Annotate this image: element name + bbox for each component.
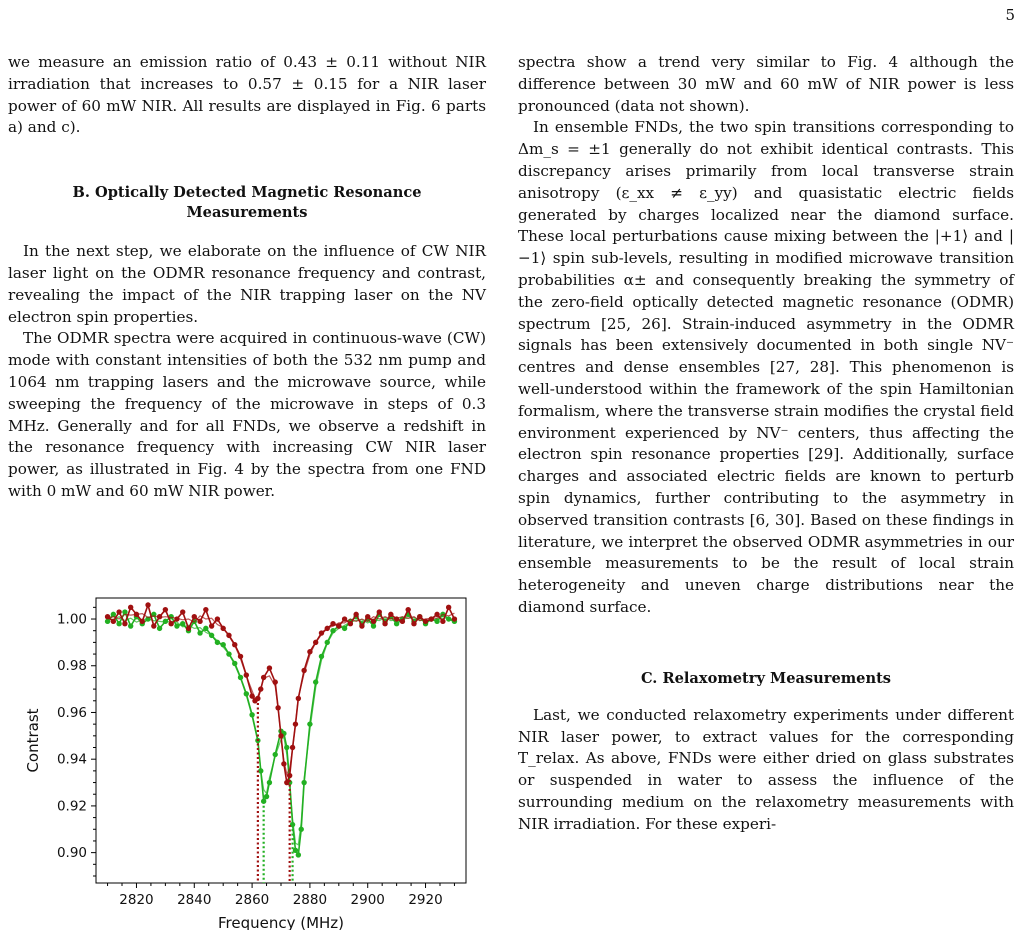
data-point — [275, 705, 280, 710]
data-point — [203, 626, 208, 631]
data-point — [411, 621, 416, 626]
paragraph: In ensemble FNDs, the two spin transitions corresponding to Δm_s = ±1 generally do not exhibit identical contrasts. This discrepancy arises primarily from local transverse strain anisotropy (ε_xx ≠ ε_yy) and quasistatic electric fields generated by charges localized near the diamond surface. These local perturbations cause mixing between the |+1⟩ and |−1⟩ spin sub-levels, resulting in modified microwave transition probabilities α± and consequently breaking the symmetry of the zero-field optically detected magnetic resonance (ODMR) spectrum [25, 26]. Strain-induced asymmetry in the ODMR signals has been extensively documented in both single NV⁻ centres and dense ensembles [27, 28]. This phenomenon is well-understood within the framework of the spin Hamiltonian formalism, where the transverse strain modifies the crystal field environment experienced by NV⁻ centers, thus affecting the electron spin resonance properties [29]. Additionally, surface charges and associated electric fields are known to perturb spin dynamics, further contributing to the asymmetry in observed transition contrasts [6, 30]. Based on these findings in literature, we interpret the observed ODMR asymmetries in our ensemble measurements to be the result of local strain heterogeneity and uneven charge distributions near the diamond surface. — [518, 118, 1014, 616]
data-point — [330, 621, 335, 626]
paragraph: Last, we conducted relaxometry experiments under different NIR laser power, to extract values for the corresponding T_relax. As above, FNDs were either dried on glass substrates or suspended in water to assess the influence of the surrounding medium on the relaxometry measurements with NIR irradiation. For these experi- — [518, 705, 1014, 833]
page-number: 5 — [1005, 6, 1015, 24]
data-point — [186, 626, 191, 631]
data-point — [342, 626, 347, 631]
data-point — [281, 761, 286, 766]
data-point — [105, 614, 110, 619]
data-point — [151, 623, 156, 628]
data-point — [382, 621, 387, 626]
data-point — [215, 640, 220, 645]
paragraph: The ODMR spectra were acquired in continuous-wave (CW) mode with constant intensities of both the 532 nm pump and 1064 nm trapping lasers and the microwave source, while sweeping the frequency of the microwave in steps of 0.3 MHz. Generally and for all FNDs, we observe a redshift in the resonance frequency with increasing CW NIR laser power, as illustrated in Fig. 4 by the spectra from one FND with 0 mW and 60 mW NIR power. — [8, 329, 486, 500]
data-point — [105, 619, 110, 624]
data-point — [296, 696, 301, 701]
data-point — [330, 628, 335, 633]
data-point — [336, 623, 341, 628]
data-point — [273, 752, 278, 757]
data-point — [209, 623, 214, 628]
data-point — [307, 721, 312, 726]
fit-curve — [108, 613, 455, 774]
data-point — [174, 623, 179, 628]
data-point — [244, 672, 249, 677]
data-point — [388, 612, 393, 617]
data-point — [299, 827, 304, 832]
data-point — [284, 745, 289, 750]
data-point — [359, 623, 364, 628]
data-point — [232, 642, 237, 647]
data-point — [313, 640, 318, 645]
data-point — [122, 621, 127, 626]
data-point — [226, 633, 231, 638]
data-point — [192, 614, 197, 619]
data-point — [134, 612, 139, 617]
data-point — [255, 696, 260, 701]
data-point — [249, 693, 254, 698]
y-tick-label: 0.92 — [56, 798, 87, 815]
data-point — [319, 630, 324, 635]
data-point — [116, 609, 121, 614]
data-point — [301, 780, 306, 785]
data-point — [197, 619, 202, 624]
right-column — [518, 52, 1014, 930]
data-point — [440, 619, 445, 624]
data-point — [293, 721, 298, 726]
data-point — [313, 679, 318, 684]
data-point — [325, 626, 330, 631]
data-point — [423, 619, 428, 624]
odmr-chart — [16, 590, 486, 930]
data-point — [405, 607, 410, 612]
data-point — [174, 616, 179, 621]
data-point — [238, 654, 243, 659]
data-point — [264, 794, 269, 799]
data-point — [249, 712, 254, 717]
data-point — [261, 675, 266, 680]
data-point — [417, 614, 422, 619]
y-tick-label: 0.90 — [56, 845, 87, 862]
data-point — [296, 852, 301, 857]
data-point — [203, 607, 208, 612]
y-tick-label: 0.94 — [56, 751, 87, 768]
y-tick-label: 1.00 — [56, 611, 87, 628]
data-point — [278, 733, 283, 738]
section-heading-b: B. Optically Detected Magnetic Resonance Measurements — [72, 184, 422, 222]
x-tick-label: 2840 — [177, 892, 212, 908]
data-point — [290, 745, 295, 750]
x-tick-label: 2880 — [292, 892, 328, 908]
data-point — [258, 686, 263, 691]
data-point — [140, 619, 145, 624]
data-point — [163, 619, 168, 624]
data-point — [342, 616, 347, 621]
data-point — [284, 780, 289, 785]
data-point — [209, 633, 214, 638]
data-point — [452, 616, 457, 621]
data-point — [226, 651, 231, 656]
data-point — [145, 602, 150, 607]
x-tick-label: 2900 — [350, 892, 385, 908]
paragraph: spectra show a trend very similar to Fig. 4 although the difference between 30 mW and 60 mW of NIR power is less pronounced (data not shown). — [518, 53, 1014, 115]
data-point — [434, 619, 439, 624]
y-tick-label: 0.98 — [56, 658, 87, 675]
data-point — [319, 654, 324, 659]
data-point — [273, 679, 278, 684]
data-point — [244, 691, 249, 696]
y-axis-label: Contrast — [24, 708, 42, 773]
data-point — [446, 616, 451, 621]
paragraph: we measure an emission ratio of 0.43 ± 0.11 without NIR irradiation that increases to 0.57 ± 0.15 for a NIR laser power of 60 mW NIR. All results are displayed in Fig. 6 parts a) and c). — [8, 53, 486, 137]
data-point — [377, 609, 382, 614]
odmr-figure — [16, 590, 486, 930]
data-point — [197, 630, 202, 635]
x-axis-label: Frequency (MHz) — [217, 914, 345, 930]
x-tick-label: 2820 — [119, 892, 154, 908]
data-point — [353, 612, 358, 617]
data-point — [261, 799, 266, 804]
data-series-line — [108, 605, 455, 783]
data-point — [365, 614, 370, 619]
data-point — [394, 616, 399, 621]
data-point — [293, 848, 298, 853]
data-point — [111, 619, 116, 624]
data-point — [232, 661, 237, 666]
y-tick-label: 0.96 — [56, 704, 87, 721]
data-point — [267, 780, 272, 785]
data-point — [157, 614, 162, 619]
data-point — [400, 619, 405, 624]
x-tick-label: 2860 — [234, 892, 270, 908]
data-point — [301, 668, 306, 673]
left-column — [8, 52, 486, 503]
data-point — [307, 649, 312, 654]
paragraph: In the next step, we elaborate on the influence of CW NIR laser light on the ODMR resonance frequency and contrast, revealing the impact of the NIR trapping laser on the NV electron spin properties. — [8, 242, 486, 326]
data-point — [168, 621, 173, 626]
data-point — [434, 612, 439, 617]
x-tick-label: 2920 — [408, 892, 443, 908]
data-point — [348, 621, 353, 626]
data-point — [116, 621, 121, 626]
data-point — [157, 626, 162, 631]
data-point — [429, 616, 434, 621]
data-point — [394, 621, 399, 626]
data-point — [267, 665, 272, 670]
data-point — [220, 626, 225, 631]
data-point — [325, 640, 330, 645]
data-point — [371, 623, 376, 628]
data-point — [128, 605, 133, 610]
data-point — [371, 619, 376, 624]
data-point — [128, 623, 133, 628]
data-point — [215, 616, 220, 621]
section-heading-c: C. Relaxometry Measurements — [640, 669, 892, 687]
data-point — [220, 642, 225, 647]
data-point — [238, 675, 243, 680]
data-point — [180, 609, 185, 614]
data-point — [163, 607, 168, 612]
data-point — [287, 773, 292, 778]
data-point — [446, 605, 451, 610]
data-point — [180, 621, 185, 626]
